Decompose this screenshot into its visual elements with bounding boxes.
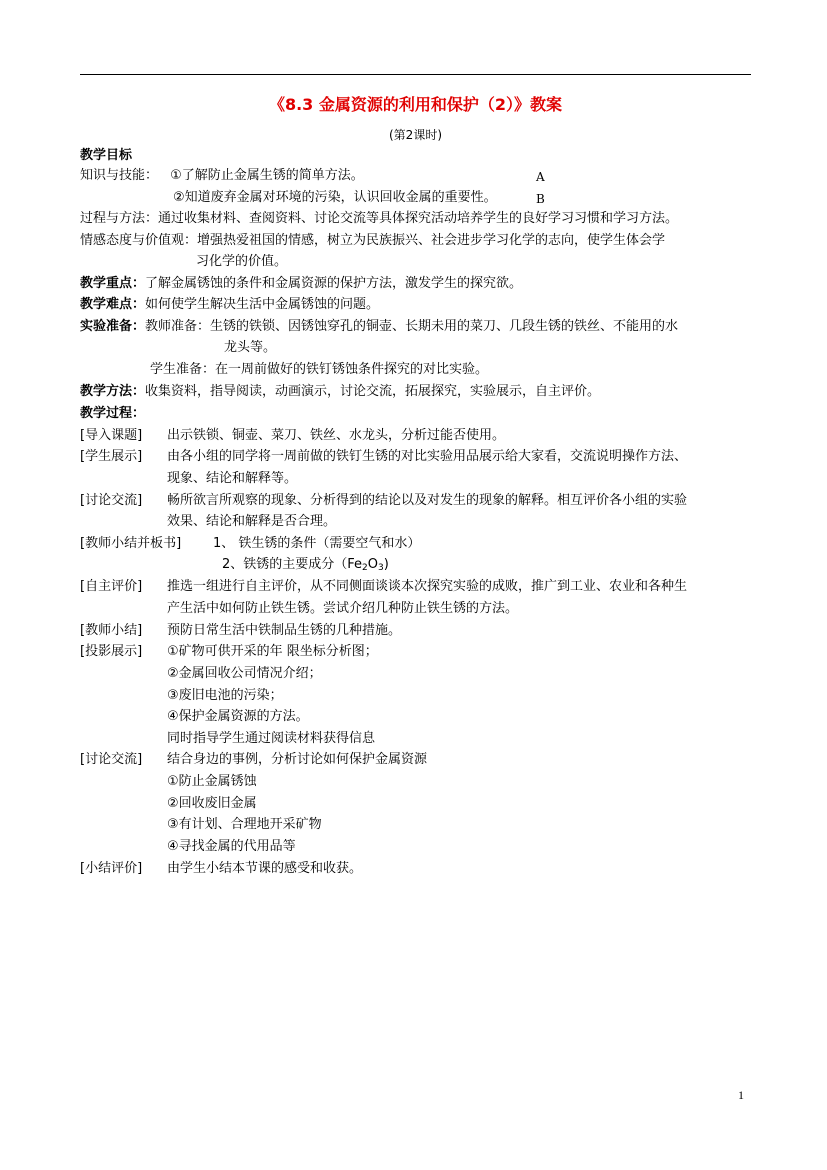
step-1 bbox=[80, 428, 505, 444]
formula-sub-3: 3 bbox=[378, 563, 384, 573]
step-2-tag: [学生展示] bbox=[80, 449, 143, 464]
focus-label: 教学重点： bbox=[80, 276, 146, 291]
step-3-text: 畅所欲言所观察的现象、分析得到的结论以及对发生的现象的解释。相互评价各小组的实验 bbox=[167, 493, 688, 508]
step-9-text: 由学生小结本节课的感受和收获。 bbox=[167, 861, 363, 876]
step-3 bbox=[80, 493, 687, 509]
formula-o: O bbox=[367, 557, 379, 572]
step-7-item-3: ③废旧电池的污染； bbox=[167, 688, 283, 703]
step-5-text: 推选一组进行自主评价，从不同侧面谈谈本次探究实验的成败，推广到工业、农业和各种生 bbox=[167, 579, 688, 594]
step-8-item-1: ①防止金属锈蚀 bbox=[167, 774, 257, 789]
step-7-text: ①矿物可供开采的年 限坐标分析图； bbox=[167, 644, 378, 659]
difficulty-text: 如何使学生解决生活中金属锈蚀的问题。 bbox=[145, 297, 380, 312]
lesson-period: (第2课时) bbox=[389, 128, 442, 142]
step-9 bbox=[80, 861, 362, 877]
focus-line bbox=[80, 276, 522, 292]
step-5 bbox=[80, 579, 687, 595]
step-6 bbox=[80, 623, 401, 639]
mark-b: B bbox=[536, 192, 545, 206]
step-8-item-2: ②回收废旧金属 bbox=[167, 796, 257, 811]
process-label: 教学过程： bbox=[80, 406, 146, 421]
focus-text: 了解金属锈蚀的条件和金属资源的保护方法，激发学生的探究欲。 bbox=[145, 276, 523, 291]
method-text: 收集资料，指导阅读，动画演示，讨论交流，拓展探究，实验展示，自主评价。 bbox=[145, 384, 601, 399]
step-1-text: 出示铁锁、铜壶、菜刀、铁丝、水龙头，分析过能否使用。 bbox=[167, 428, 506, 443]
step-8-tag: [讨论交流] bbox=[80, 752, 143, 767]
prep-label: 实验准备： bbox=[80, 319, 146, 334]
step-4-text: 1、 铁生锈的条件（需要空气和水） bbox=[213, 536, 421, 551]
step-4 bbox=[80, 536, 420, 552]
step-5-tag: [自主评价] bbox=[80, 579, 143, 594]
header-rule bbox=[80, 74, 751, 75]
knowledge-line-1 bbox=[80, 168, 364, 184]
step-8 bbox=[80, 752, 427, 768]
knowledge-item-1: ①了解防止金属生锈的简单方法。 bbox=[170, 168, 364, 183]
step-2 bbox=[80, 449, 687, 465]
step-5-cont: 产生活中如何防止铁生锈。尝试介绍几种防止铁生锈的方法。 bbox=[167, 601, 519, 616]
difficulty-line bbox=[80, 297, 379, 313]
step-4-text-2: 2、铁锈的主要成分（Fe bbox=[222, 557, 363, 572]
difficulty-label: 教学难点： bbox=[80, 297, 146, 312]
step-2-cont: 现象、结论和解释等。 bbox=[167, 471, 298, 486]
heading-goals: 教学目标 bbox=[80, 148, 133, 163]
step-6-tag: [教师小结] bbox=[80, 623, 143, 638]
page-number: 1 bbox=[738, 1088, 744, 1102]
prep-teacher: 教师准备：生锈的铁锁、因锈蚀穿孔的铜壶、长期未用的菜刀、几段生锈的铁丝、不能用的水 bbox=[145, 319, 679, 334]
step-1-tag: [导入课题] bbox=[80, 428, 143, 443]
step-7-item-2: ②金属回收公司情况介绍； bbox=[167, 666, 322, 681]
step-6-text: 预防日常生活中铁制品生锈的几种措施。 bbox=[167, 623, 402, 638]
prep-teacher-cont: 龙头等。 bbox=[224, 340, 277, 355]
prep-student: 学生准备：在一周前做好的铁钉锈蚀条件探究的对比实验。 bbox=[150, 362, 489, 377]
method-line bbox=[80, 384, 600, 400]
formula-sub-2: 2 bbox=[362, 563, 368, 573]
step-7 bbox=[80, 644, 378, 660]
page-title: 《8.3 金属资源的利用和保护（2）》教案 bbox=[268, 95, 563, 114]
step-8-text: 结合身边的事例，分析讨论如何保护金属资源 bbox=[167, 752, 428, 767]
step-8-item-3: ③有计划、合理地开采矿物 bbox=[167, 817, 322, 832]
step-8-item-4: ④寻找金属的代用品等 bbox=[167, 839, 296, 854]
step-4-tag: [教师小结并板书] bbox=[80, 536, 182, 551]
step-3-tag: [讨论交流] bbox=[80, 493, 143, 508]
knowledge-label: 知识与技能： bbox=[80, 168, 159, 183]
step-7-item-4: ④保护金属资源的方法。 bbox=[167, 709, 309, 724]
step-7-item-5: 同时指导学生通过阅读材料获得信息 bbox=[167, 731, 376, 746]
emotion-line-2: 习化学的价值。 bbox=[196, 254, 288, 269]
step-2-text: 由各小组的同学将一周前做的铁钉生锈的对比实验用品展示给大家看，交流说明操作方法、 bbox=[167, 449, 688, 464]
prep-line bbox=[80, 319, 678, 335]
process-method-line: 过程与方法：通过收集材料、查阅资料、讨论交流等具体探究活动培养学生的良好学习习惯和学习方法。 bbox=[80, 211, 679, 226]
mark-a: A bbox=[536, 170, 545, 184]
step-3-cont: 效果、结论和解释是否合理。 bbox=[167, 514, 337, 529]
step-7-tag: [投影展示] bbox=[80, 644, 143, 659]
step-9-tag: [小结评价] bbox=[80, 861, 143, 876]
method-label: 教学方法： bbox=[80, 384, 146, 399]
knowledge-item-2: ②知道废弃金属对环境的污染，认识回收金属的重要性。 bbox=[173, 190, 497, 205]
emotion-line-1: 情感态度与价值观：增强热爱祖国的情感，树立为民族振兴、社会进步学习化学的志向，使学生体会学 bbox=[80, 233, 666, 248]
step-4-formula-line: 2、铁锈的主要成分$(Fe_2O_3)$ bbox=[222, 557, 389, 573]
